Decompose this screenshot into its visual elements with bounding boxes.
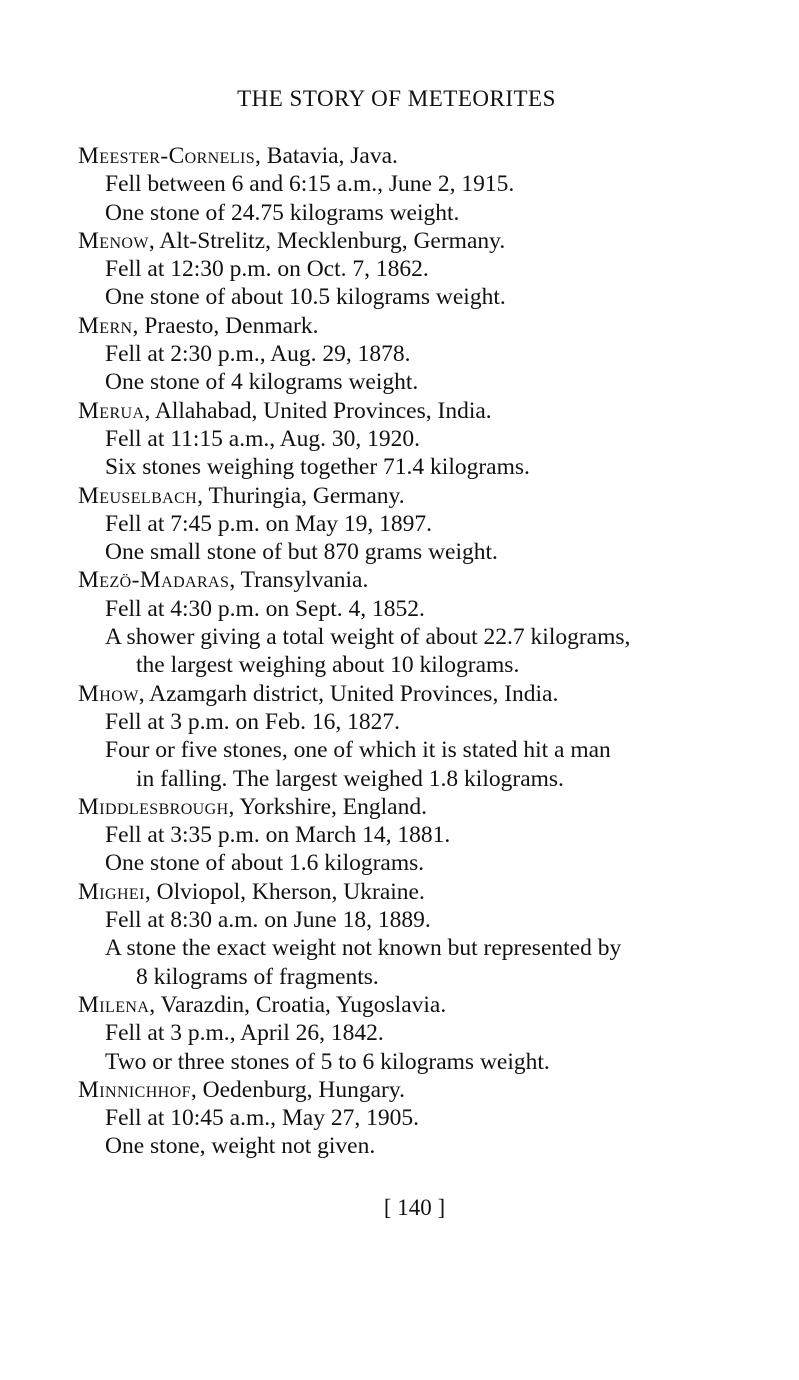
- meteorite-location: , Varazdin, Croatia, Yugoslavia.: [149, 991, 447, 1018]
- weight-line: One stone of about 1.6 kilograms.: [105, 850, 425, 877]
- meteorite-location: , Azamgarh district, United Provinces, India.: [138, 680, 559, 707]
- meteorite-name: Menow: [78, 227, 149, 254]
- meteorite-entry: [78, 482, 758, 567]
- meteorite-entry: [78, 1076, 758, 1161]
- fall-date-line: Fell at 8:30 a.m. on June 18, 1889.: [105, 907, 431, 934]
- meteorite-name: Mighei: [78, 878, 145, 905]
- entry-heading: [78, 793, 758, 821]
- meteorite-name: Meester-Cornelis: [78, 143, 256, 169]
- meteorite-entry: [78, 227, 758, 312]
- meteorite-location: , Yorkshire, England.: [228, 793, 427, 820]
- weight-line: A shower giving a total weight of about 22.7 kilograms,: [105, 624, 631, 651]
- meteorite-entry: [78, 991, 758, 1076]
- fall-date-line: Fell at 3 p.m., April 26, 1842.: [105, 1020, 384, 1047]
- meteorite-name: Meuselbach: [78, 482, 198, 509]
- fall-date-line: Fell at 12:30 p.m. on Oct. 7, 1862.: [105, 256, 429, 283]
- weight-line: One stone of 4 kilograms weight.: [105, 369, 419, 396]
- fall-date-line: Fell between 6 and 6:15 a.m., June 2, 1915.: [105, 171, 515, 198]
- meteorite-location: , Alt-Strelitz, Mecklenburg, Germany.: [148, 227, 506, 254]
- entry-heading: [78, 482, 758, 510]
- meteorite-name: Mern: [78, 312, 133, 339]
- entry-heading: [78, 397, 758, 425]
- fall-date-line: Fell at 4:30 p.m. on Sept. 4, 1852.: [105, 595, 425, 622]
- meteorite-location: , Olviopol, Kherson, Ukraine.: [144, 878, 425, 905]
- meteorite-entry: [78, 142, 758, 227]
- weight-line: One stone, weight not given.: [105, 1133, 376, 1160]
- meteorite-location: , Allahabad, United Provinces, India.: [144, 397, 492, 424]
- meteorite-entry: [78, 793, 758, 878]
- weight-line: Two or three stones of 5 to 6 kilograms weight.: [105, 1048, 550, 1075]
- meteorite-location: , Batavia, Java.: [255, 143, 398, 169]
- entry-heading: [78, 142, 758, 170]
- entry-heading: [78, 227, 758, 255]
- weight-line: Six stones weighing together 71.4 kilograms.: [105, 454, 530, 481]
- meteorite-entry: [78, 566, 758, 679]
- meteorite-name: Middlesbrough: [78, 793, 229, 820]
- entry-heading: [78, 1076, 758, 1104]
- weight-line: Four or five stones, one of which it is stated hit a man: [105, 737, 611, 764]
- weight-line-continuation: 8 kilograms of fragments.: [136, 963, 379, 990]
- fall-date-line: Fell at 3:35 p.m. on March 14, 1881.: [105, 822, 451, 849]
- fall-date-line: Fell at 3 p.m. on Feb. 16, 1827.: [105, 708, 401, 735]
- meteorite-entry: [78, 312, 758, 397]
- meteorite-location: , Praesto, Denmark.: [132, 312, 319, 339]
- meteorite-name: Minnichhof: [78, 1076, 191, 1103]
- weight-line: One small stone of but 870 grams weight.: [105, 539, 498, 566]
- weight-line-continuation: the largest weighing about 10 kilograms.: [136, 652, 520, 679]
- meteorite-location: , Oedenburg, Hungary.: [190, 1076, 405, 1103]
- meteorite-entry: [78, 397, 758, 482]
- meteorite-entry-list: [78, 142, 758, 1161]
- entry-heading: [78, 878, 758, 906]
- weight-line-continuation: in falling. The largest weighed 1.8 kilograms.: [136, 765, 564, 792]
- meteorite-entry: [78, 680, 758, 793]
- meteorite-name: Merua: [78, 397, 145, 424]
- entry-heading: [78, 566, 758, 594]
- entry-heading: [78, 991, 758, 1019]
- running-head: THE STORY OF METEORITES: [237, 86, 556, 111]
- entry-heading: [78, 680, 758, 708]
- meteorite-location: , Thuringia, Germany.: [197, 482, 405, 509]
- weight-line: A stone the exact weight not known but represented by: [105, 935, 622, 962]
- meteorite-name: Mhow: [78, 680, 139, 707]
- fall-date-line: Fell at 2:30 p.m., Aug. 29, 1878.: [105, 341, 411, 368]
- meteorite-entry: [78, 878, 758, 991]
- meteorite-name: Milena: [78, 991, 150, 1018]
- weight-line: One stone of 24.75 kilograms weight.: [105, 199, 460, 226]
- entry-heading: [78, 312, 758, 340]
- meteorite-location: , Transylvania.: [229, 567, 369, 594]
- fall-date-line: Fell at 10:45 a.m., May 27, 1905.: [105, 1105, 419, 1132]
- fall-date-line: Fell at 11:15 a.m., Aug. 30, 1920.: [105, 425, 421, 452]
- weight-line: One stone of about 10.5 kilograms weight.: [105, 284, 506, 311]
- page-number: [ 140 ]: [383, 1195, 446, 1220]
- meteorite-name: Mezö-Madaras: [78, 567, 230, 594]
- fall-date-line: Fell at 7:45 p.m. on May 19, 1897.: [105, 510, 433, 537]
